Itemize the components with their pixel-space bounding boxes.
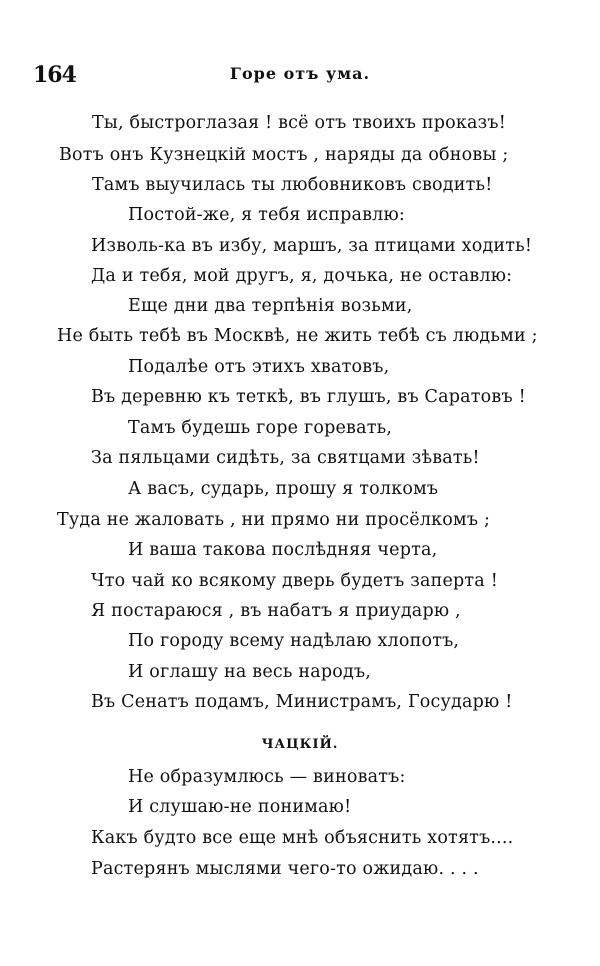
verse-line: Туда не жаловать , ни прямо ни просёлкомъ ; — [57, 510, 491, 530]
verse-line: Подалѣе отъ этихъ хватовъ, — [128, 357, 390, 377]
verse-line: Да и тебя, мой другъ, я, дочька, не оставлю: — [91, 266, 513, 286]
verse-line: Я постараюся , въ набатъ я приударю , — [91, 601, 461, 621]
page-number: 164 — [33, 62, 76, 88]
verse-line: Не образумлюсь — виноватъ: — [128, 767, 406, 787]
running-title: Горе отъ ума. — [229, 64, 371, 83]
verse-line: Въ деревню къ теткѣ, въ глушъ, въ Саратовъ ! — [91, 387, 526, 407]
verse-line: Тамъ выучилась ты любовниковъ сводить! — [92, 175, 493, 195]
verse-line: По городу всему надѣлаю хлопотъ, — [128, 631, 460, 651]
speaker-name: ЧАЦКІЙ. — [261, 737, 339, 752]
verse-line: Не быть тебѣ въ Москвѣ, не жить тебѣ съ людьми ; — [57, 326, 538, 346]
verse-line: Растерянъ мыслями чего-то ожидаю. . . . — [91, 859, 479, 879]
verse-line: Въ Сенатъ подамъ, Министрамъ, Государю ! — [91, 692, 513, 712]
verse-line: А васъ, сударь, прошу я толкомъ — [128, 479, 439, 499]
verse-line: Постой-же, я тебя исправлю: — [128, 205, 406, 225]
verse-line: Еще дни два терпѣнія возьми, — [128, 296, 413, 316]
verse-line: Какъ будто все еще мнѣ объяснить хотятъ.... — [91, 828, 514, 848]
verse-line: За пяльцами сидѣть, за святцами зѣвать! — [91, 448, 480, 468]
verse-line: И оглашу на весь народъ, — [128, 662, 372, 682]
verse-line: Ты, быстроглазая ! всё отъ твоихъ проказъ! — [92, 113, 506, 133]
verse-line: И слушаю-не понимаю! — [128, 797, 352, 817]
verse-line: Что чай ко всякому дверь будетъ заперта ! — [91, 571, 498, 591]
verse-line: И ваша такова послѣдняя черта, — [128, 540, 438, 560]
verse-line: Тамъ будешь горе горевать, — [128, 418, 393, 438]
verse-line: Изволь-ка въ избу, маршъ, за птицами ходить! — [91, 236, 533, 256]
verse-line: Вотъ онъ Кузнецкій мостъ , наряды да обновы ; — [59, 145, 509, 165]
